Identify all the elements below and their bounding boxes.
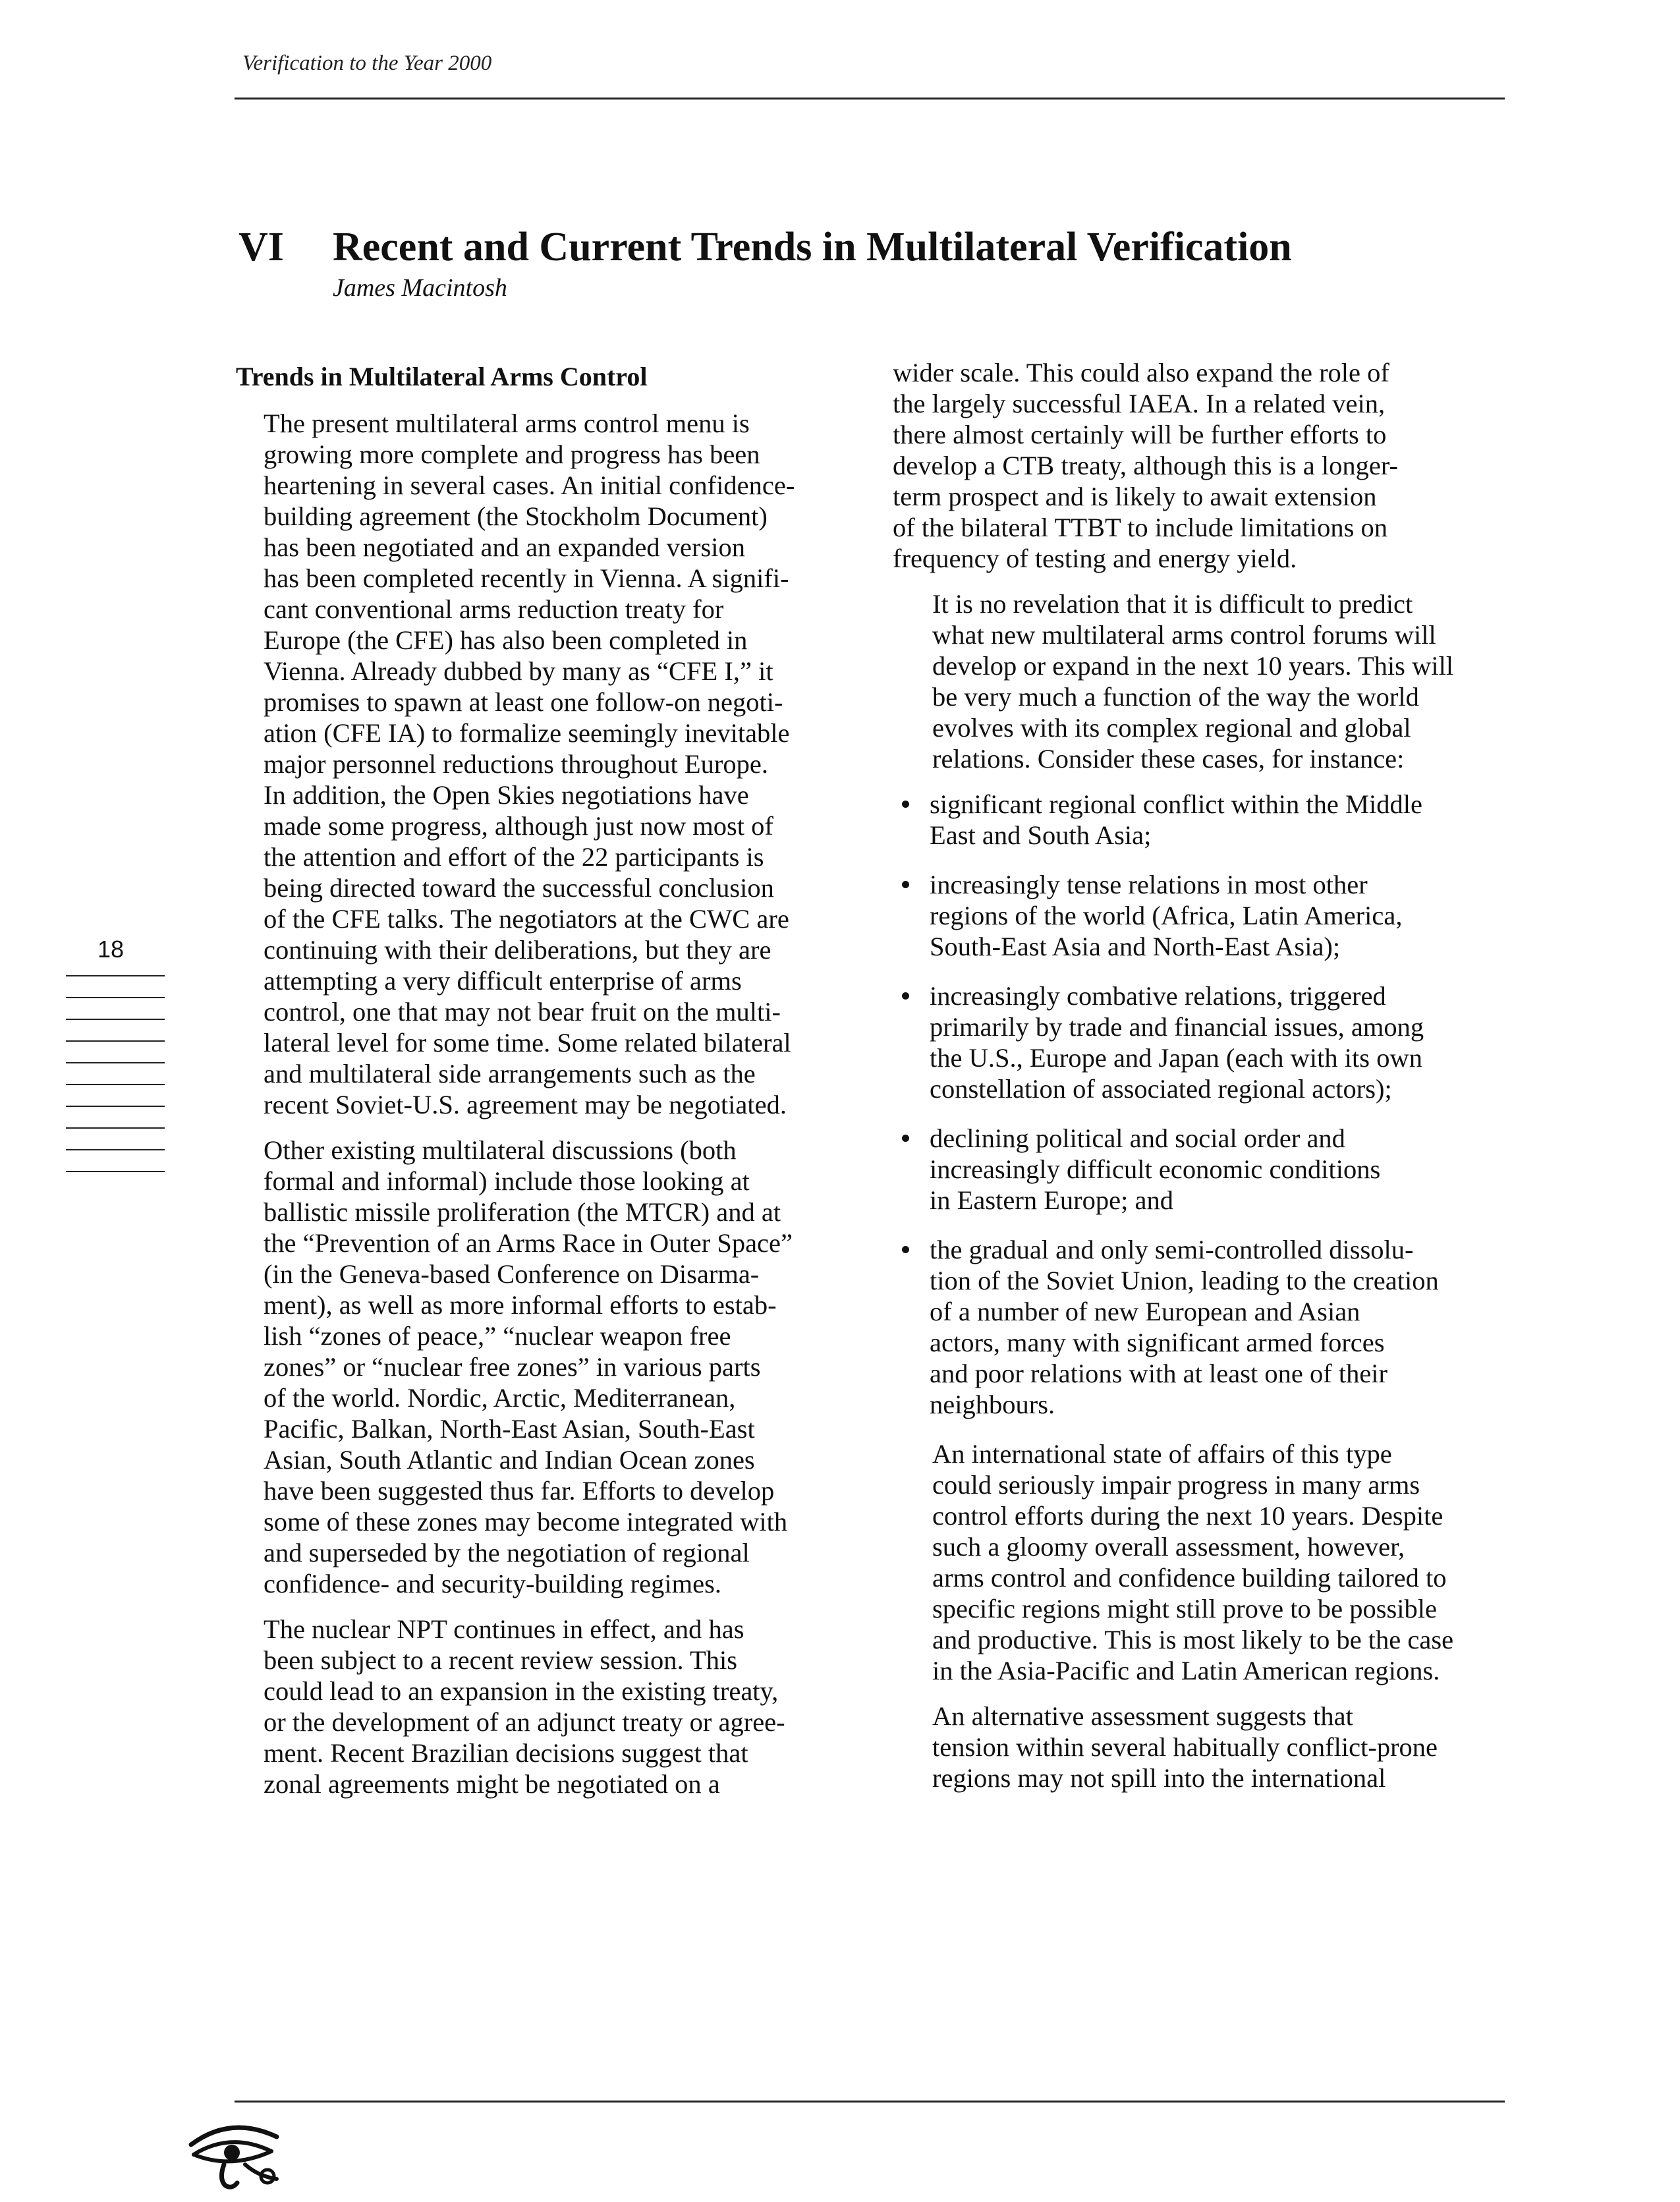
text-line: continuing with their deliberations, but they are — [264, 935, 771, 965]
text-line: and superseded by the negotiation of regional — [264, 1538, 750, 1567]
right-column — [893, 357, 1505, 1808]
text-line: develop a CTB treaty, although this is a longer- — [893, 451, 1399, 480]
text-line: tion of the Soviet Union, leading to the creation — [930, 1266, 1439, 1295]
text-line: ballistic missile proliferation (the MTCR) and at — [264, 1197, 781, 1227]
eye-of-horus-icon — [184, 2118, 283, 2191]
bullet-item — [893, 869, 1505, 962]
text-line: the “Prevention of an Arms Race in Outer Space” — [264, 1228, 793, 1258]
text-line: neighbours. — [930, 1390, 1055, 1419]
text-line: of the CFE talks. The negotiators at the CWC are — [264, 904, 789, 934]
margin-rule — [66, 975, 165, 976]
section-heading: Trends in Multilateral Arms Control — [236, 362, 648, 391]
margin-rule — [66, 1106, 165, 1107]
chapter-number: VI — [238, 225, 284, 269]
text-line: some of these zones may become integrated with — [264, 1507, 788, 1537]
margin-rule — [66, 1171, 165, 1172]
text-line: building agreement (the Stockholm Document) — [264, 501, 768, 531]
chapter-title: Recent and Current Trends in Multilateral Verification — [333, 225, 1292, 269]
text-line: what new multilateral arms control forums will — [932, 620, 1436, 650]
text-line: wider scale. This could also expand the role of — [893, 358, 1389, 387]
text-line: Europe (the CFE) has also been completed in — [264, 625, 748, 655]
text-line: arms control and confidence building tailored to — [932, 1563, 1447, 1593]
paragraph — [893, 1438, 1505, 1686]
margin-rule — [66, 1127, 165, 1129]
running-head: Verification to the Year 2000 — [242, 51, 492, 75]
text-line: and poor relations with at least one of their — [930, 1359, 1388, 1388]
paragraph — [893, 357, 1505, 574]
margin-rules — [66, 975, 165, 1193]
text-line: Pacific, Balkan, North-East Asian, South-East — [264, 1414, 755, 1444]
text-line: such a gloomy overall assessment, however, — [932, 1532, 1405, 1562]
text-line: has been negotiated and an expanded version — [264, 532, 745, 562]
text-line: could seriously impair progress in many arms — [932, 1470, 1420, 1500]
text-line: tension within several habitually conflict-prone — [932, 1732, 1438, 1762]
text-line: zonal agreements might be negotiated on a — [264, 1769, 720, 1799]
text-line: and productive. This is most likely to be the case — [932, 1625, 1454, 1654]
bullet-item — [893, 1123, 1505, 1216]
text-line: or the development of an adjunct treaty or agree- — [264, 1707, 785, 1737]
text-line: The nuclear NPT continues in effect, and has — [264, 1614, 744, 1644]
paragraph — [893, 1701, 1505, 1793]
text-line: be very much a function of the way the world — [932, 682, 1419, 712]
text-line: has been completed recently in Vienna. A signifi- — [264, 563, 789, 593]
margin-rule — [66, 1040, 165, 1042]
text-line: actors, many with significant armed forces — [930, 1328, 1385, 1357]
text-line: being directed toward the successful conclusion — [264, 873, 774, 903]
text-line: lish “zones of peace,” “nuclear weapon free — [264, 1321, 731, 1351]
margin-rule — [66, 1084, 165, 1085]
margin-rule — [66, 1062, 165, 1063]
text-line: constellation of associated regional actors); — [930, 1074, 1392, 1104]
text-line: major personnel reductions throughout Europe. — [264, 749, 768, 779]
text-line: cant conventional arms reduction treaty for — [264, 594, 724, 624]
paragraph — [224, 1135, 824, 1599]
text-line: An international state of affairs of this type — [932, 1439, 1392, 1469]
text-line: ment. Recent Brazilian decisions suggest that — [264, 1738, 748, 1768]
text-line: Vienna. Already dubbed by many as “CFE I,” it — [264, 656, 773, 686]
paragraph — [224, 408, 824, 1120]
text-line: East and South Asia; — [930, 820, 1152, 850]
text-line: of the world. Nordic, Arctic, Mediterranean, — [264, 1383, 736, 1413]
text-line: significant regional conflict within the Middle — [930, 789, 1422, 819]
text-line: frequency of testing and energy yield. — [893, 544, 1297, 573]
text-line: of the bilateral TTBT to include limitations on — [893, 513, 1387, 542]
left-column — [224, 356, 824, 1814]
text-line: in the Asia-Pacific and Latin American regions. — [932, 1656, 1440, 1685]
text-line: and multilateral side arrangements such as the — [264, 1059, 756, 1088]
text-line: been subject to a recent review session. This — [264, 1645, 738, 1675]
text-line: increasingly difficult economic conditions — [930, 1154, 1381, 1184]
text-line: control efforts during the next 10 years. Despite — [932, 1501, 1443, 1531]
text-line: develop or expand in the next 10 years. This will — [932, 651, 1454, 681]
text-line: relations. Consider these cases, for instance: — [932, 744, 1405, 774]
bullet-list — [893, 789, 1505, 1420]
text-line: the largely successful IAEA. In a related vein, — [893, 389, 1386, 418]
text-line: zones” or “nuclear free zones” in various parts — [264, 1352, 761, 1382]
text-line: of a number of new European and Asian — [930, 1297, 1360, 1326]
text-line: In addition, the Open Skies negotiations have — [264, 780, 749, 810]
footer-rule — [235, 2101, 1505, 2103]
margin-rule — [66, 1149, 165, 1150]
text-line: regions may not spill into the international — [932, 1763, 1386, 1793]
text-line: increasingly combative relations, triggered — [930, 981, 1386, 1011]
text-line: there almost certainly will be further efforts to — [893, 420, 1387, 449]
text-line: in Eastern Europe; and — [930, 1185, 1173, 1215]
page-number: 18 — [98, 936, 125, 963]
text-line: heartening in several cases. An initial confidence- — [264, 470, 795, 500]
text-line: ment), as well as more informal efforts to estab- — [264, 1290, 777, 1320]
text-line: the attention and effort of the 22 participants is — [264, 842, 764, 872]
text-line: ation (CFE IA) to formalize seemingly inevitable — [264, 718, 790, 748]
author-name: James Macintosh — [333, 274, 507, 302]
text-line: made some progress, although just now most of — [264, 811, 773, 841]
margin-rule — [66, 1019, 165, 1020]
text-line: South-East Asia and North-East Asia); — [930, 932, 1341, 961]
text-line: confidence- and security-building regimes. — [264, 1569, 722, 1598]
text-line: An alternative assessment suggests that — [932, 1701, 1353, 1731]
text-line: the gradual and only semi-controlled dissolu- — [930, 1235, 1414, 1264]
text-line: increasingly tense relations in most other — [930, 870, 1368, 899]
bullet-item — [893, 980, 1505, 1104]
text-line: recent Soviet-U.S. agreement may be negotiated. — [264, 1090, 787, 1119]
text-line: could lead to an expansion in the existing treaty, — [264, 1676, 779, 1706]
text-line: regions of the world (Africa, Latin America, — [930, 901, 1403, 930]
text-line: term prospect and is likely to await extension — [893, 482, 1377, 511]
text-line: (in the Geneva-based Conference on Disarma- — [264, 1259, 760, 1289]
paragraph — [893, 588, 1505, 774]
margin-rule — [66, 997, 165, 998]
text-line: Asian, South Atlantic and Indian Ocean zones — [264, 1445, 755, 1475]
text-line: control, one that may not bear fruit on the multi- — [264, 997, 781, 1027]
text-line: primarily by trade and financial issues, among — [930, 1012, 1424, 1042]
text-line: It is no revelation that it is difficult to predict — [932, 589, 1413, 619]
text-line: have been suggested thus far. Efforts to develop — [264, 1476, 775, 1506]
paragraph — [224, 1614, 824, 1799]
text-line: The present multilateral arms control menu is — [264, 409, 750, 438]
text-line: specific regions might still prove to be possible — [932, 1594, 1437, 1623]
text-line: attempting a very difficult enterprise of arms — [264, 966, 742, 996]
text-line: promises to spawn at least one follow-on negoti- — [264, 687, 783, 717]
text-line: Other existing multilateral discussions (both — [264, 1135, 737, 1165]
text-line: the U.S., Europe and Japan (each with its own — [930, 1043, 1422, 1073]
bullet-item — [893, 789, 1505, 851]
header-rule — [235, 98, 1505, 99]
text-line: evolves with its complex regional and global — [932, 713, 1411, 743]
text-line: declining political and social order and — [930, 1123, 1345, 1153]
text-line: growing more complete and progress has been — [264, 439, 760, 469]
text-line: lateral level for some time. Some related bilateral — [264, 1028, 791, 1058]
text-line: formal and informal) include those looking at — [264, 1166, 750, 1196]
bullet-item — [893, 1234, 1505, 1420]
